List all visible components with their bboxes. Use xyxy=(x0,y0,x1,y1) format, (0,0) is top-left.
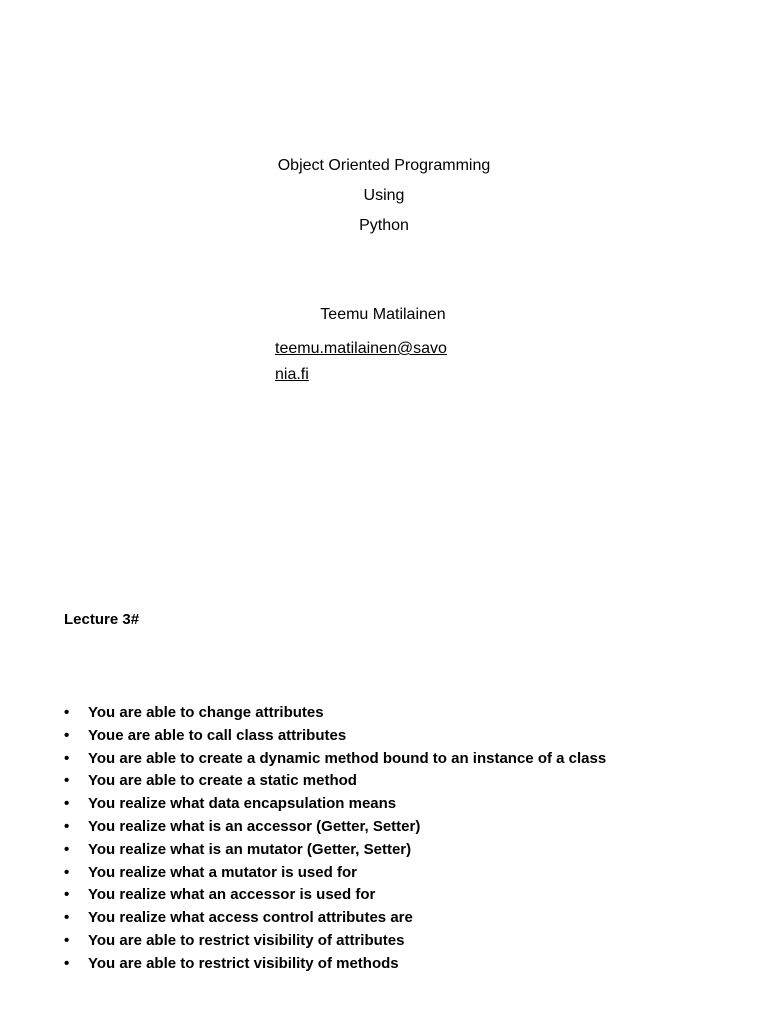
list-item xyxy=(64,862,744,885)
list-item xyxy=(64,930,744,953)
list-item-text: You are able to create a static method xyxy=(88,772,357,790)
list-item-text: You realize what access control attributes are xyxy=(88,909,413,927)
list-item-text: You realize what data encapsulation means xyxy=(88,795,397,813)
list-item xyxy=(64,725,744,748)
bullet-icon: • xyxy=(64,909,70,927)
list-item-text: Youe are able to call class attributes xyxy=(88,726,347,744)
bullet-icon: • xyxy=(64,931,70,949)
author-name: Teemu Matilainen xyxy=(320,306,446,323)
list-item-text: You realize what is an accessor (Getter, Setter) xyxy=(88,817,421,835)
author-email-link[interactable]: teemu.matilainen@savonia.fi xyxy=(275,340,447,383)
list-item xyxy=(64,770,744,793)
bullet-icon: • xyxy=(64,704,70,721)
bullet-icon: • xyxy=(64,795,70,813)
bullet-icon: • xyxy=(64,772,70,790)
list-item-text: You are able to restrict visibility of methods xyxy=(88,954,399,972)
list-item-text: You realize what an accessor is used for xyxy=(88,886,376,904)
list-item-text: You realize what a mutator is used for xyxy=(88,863,357,881)
bullet-icon: • xyxy=(64,726,70,744)
title-line-1: Object Oriented Programming xyxy=(277,157,491,174)
list-item xyxy=(64,748,744,771)
list-item-text: You are able to create a dynamic method bound to an instance of a class xyxy=(88,749,607,767)
list-item xyxy=(64,839,744,862)
lecture-heading: Lecture 3# xyxy=(64,611,140,628)
list-item xyxy=(64,907,744,930)
list-item xyxy=(64,702,744,725)
list-item xyxy=(64,816,744,839)
title-line-3: Python xyxy=(359,217,409,234)
bullet-icon: • xyxy=(64,840,70,858)
list-item xyxy=(64,884,744,907)
list-item xyxy=(64,953,744,976)
bullet-icon: • xyxy=(64,817,70,835)
bullet-icon: • xyxy=(64,886,70,904)
objectives-list xyxy=(64,702,744,976)
bullet-icon: • xyxy=(64,954,70,972)
title-line-2: Using xyxy=(363,187,405,204)
list-item-text: You are able to change attributes xyxy=(88,704,324,721)
bullet-icon: • xyxy=(64,749,70,767)
list-item-text: You are able to restrict visibility of attributes xyxy=(88,931,405,949)
bullet-icon: • xyxy=(64,863,70,881)
list-item xyxy=(64,793,744,816)
list-item-text: You realize what is an mutator (Getter, Setter) xyxy=(88,840,412,858)
